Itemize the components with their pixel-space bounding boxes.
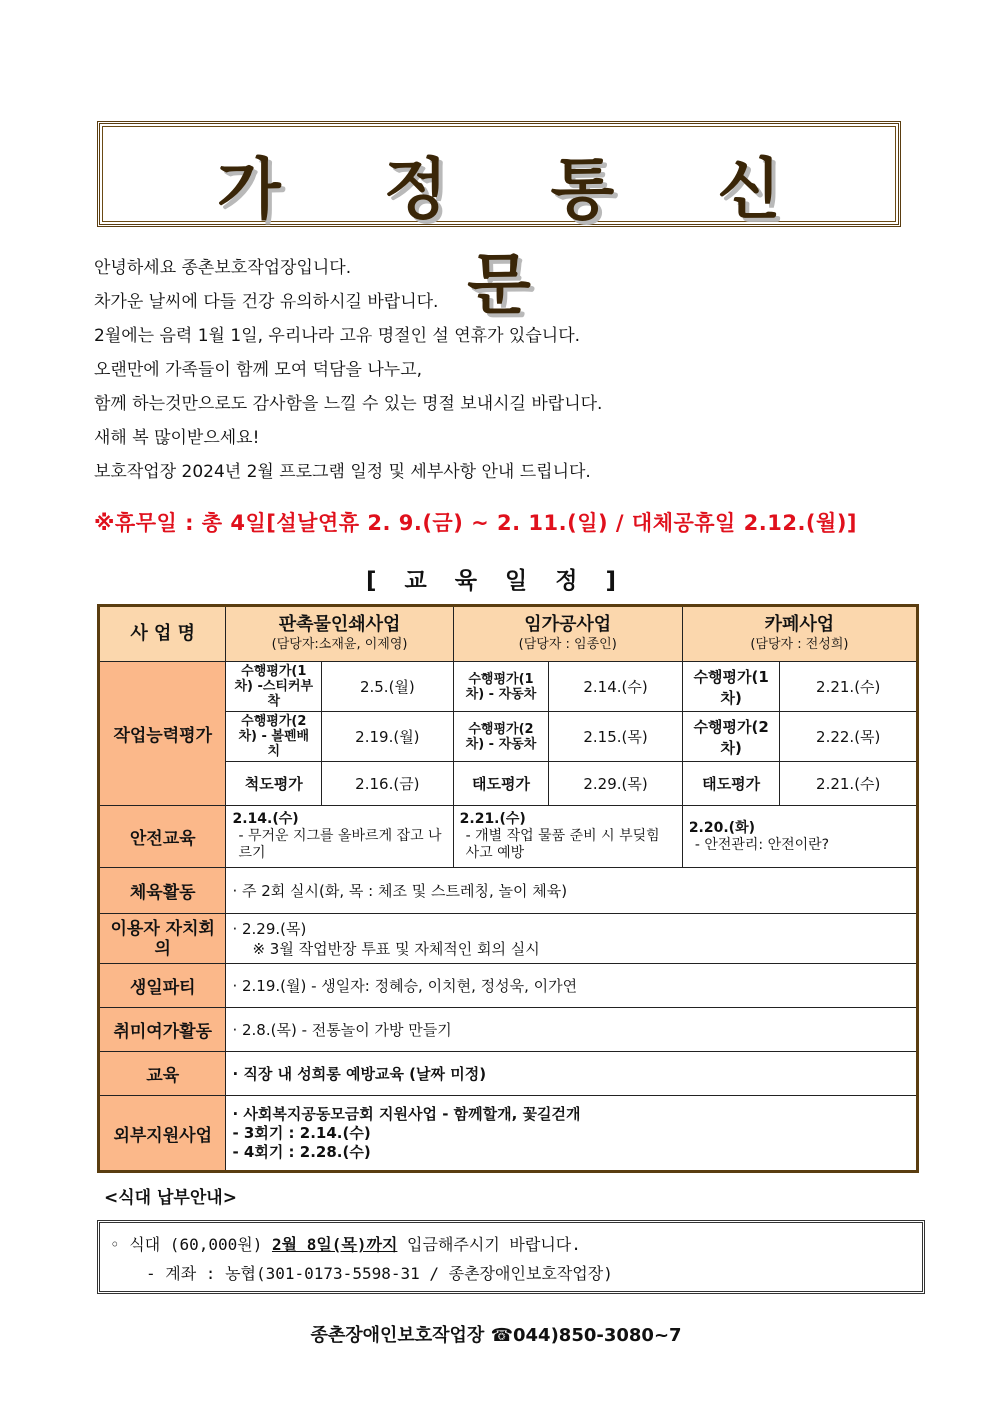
row-label-safety: 안전교육 xyxy=(99,806,226,868)
cell-item: 태도평가 xyxy=(682,762,780,806)
table-row xyxy=(99,662,918,712)
sports-text: · 주 2회 실시(화, 목 : 체조 및 스트레칭, 놀이 체육) xyxy=(226,868,918,914)
intro-line: 안녕하세요 종촌보호작업장입니다. xyxy=(94,258,352,278)
page-title: 가 정 통 신 문 xyxy=(217,151,821,323)
row-label-sports: 체육활동 xyxy=(99,868,226,914)
table-header-row xyxy=(99,606,918,662)
birthday-text: · 2.19.(월) - 생일자: 정혜승, 이치현, 정성욱, 이가연 xyxy=(226,964,918,1008)
row-label-education: 교육 xyxy=(99,1052,226,1096)
cell-date: 2.21.(수) xyxy=(780,762,918,806)
table-row xyxy=(99,964,918,1008)
cell-item: 척도평가 xyxy=(226,762,322,806)
cell-item: 수행평가(2차) xyxy=(682,712,780,762)
cell-item: 태도평가 xyxy=(453,762,549,806)
row-label-hobby: 취미여가활동 xyxy=(99,1008,226,1052)
intro-line: 함께 하는것만으로도 감사함을 느낄 수 있는 명절 보내시길 바랍니다. xyxy=(94,394,603,414)
cell-item: 수행평가(1차) xyxy=(682,662,780,712)
header-business-name: 사 업 명 xyxy=(99,606,226,662)
external-cell: · 사회복지공동모금회 지원사업 - 함께할개, 꽃길걷개 - 3회기 : 2.14.(수) - 4회기 : 2.28.(수) xyxy=(226,1096,918,1172)
cell-date: 2.16.(금) xyxy=(322,762,454,806)
meal-account-line: - 계좌 : 농협(301-0173-5598-31 / 종촌장애인보호작업장) xyxy=(146,1264,613,1283)
cell-date: 2.5.(월) xyxy=(322,662,454,712)
education-text: · 직장 내 성희롱 예방교육 (날짜 미정) xyxy=(226,1052,918,1096)
cell-date: 2.21.(수) xyxy=(780,662,918,712)
header-processing-business: 임가공사업 (담당자 : 임종인) xyxy=(453,606,682,662)
cell-date: 2.19.(월) xyxy=(322,712,454,762)
safety-cell-printing: 2.14.(수) - 무거운 지그를 올바르게 잡고 나르기 xyxy=(226,806,453,868)
intro-text xyxy=(94,256,914,494)
header-printing-business: 판촉물인쇄사업 (담당자:소재윤, 이제영) xyxy=(226,606,453,662)
cell-date: 2.29.(목) xyxy=(549,762,683,806)
cell-item: 수행평가(2차) - 자동차 xyxy=(453,712,549,762)
cell-date: 2.15.(목) xyxy=(549,712,683,762)
safety-cell-cafe: 2.20.(화) - 안전관리: 안전이란? xyxy=(682,806,917,868)
table-row xyxy=(99,1052,918,1096)
intro-line: 차가운 날씨에 다들 건강 유의하시길 바랍니다. xyxy=(94,292,439,312)
row-label-ability: 작업능력평가 xyxy=(99,662,226,806)
safety-cell-processing: 2.21.(수) - 개별 작업 물품 준비 시 부딪힘 사고 예방 xyxy=(453,806,682,868)
hobby-text: · 2.8.(목) - 전통놀이 가방 만들기 xyxy=(226,1008,918,1052)
table-row xyxy=(99,1096,918,1172)
meal-line-1: ◦ 식대 (60,000원) 2월 8일(목)까지 입금해주시기 바랍니다. xyxy=(110,1235,581,1254)
cell-item: 수행평가(1차) -스티커부착 xyxy=(226,662,322,712)
schedule-table xyxy=(97,604,919,1173)
row-label-council: 이용자 자치회의 xyxy=(99,914,226,964)
row-label-birthday: 생일파티 xyxy=(99,964,226,1008)
footer-contact: 종촌장애인보호작업장 ☎044)850-3080~7 xyxy=(310,1325,682,1346)
cell-date: 2.22.(목) xyxy=(780,712,918,762)
meal-payment-box xyxy=(97,1220,925,1294)
intro-line: 2월에는 음력 1월 1일, 우리나라 고유 명절인 설 연휴가 있습니다. xyxy=(94,326,581,346)
intro-line: 보호작업장 2024년 2월 프로그램 일정 및 세부사항 안내 드립니다. xyxy=(94,462,591,482)
table-row xyxy=(99,914,918,964)
table-row xyxy=(99,806,918,868)
cell-item: 수행평가(2차) - 볼펜배치 xyxy=(226,712,322,762)
table-row xyxy=(99,868,918,914)
intro-line: 오랜만에 가족들이 함께 모여 덕담을 나누고, xyxy=(94,360,423,380)
education-schedule-title: [ 교 육 일 정 ] xyxy=(366,568,626,594)
table-row xyxy=(99,1008,918,1052)
holiday-notice: ※휴무일 : 총 4일[설날연휴 2. 9.(금) ~ 2. 11.(일) / 대체공휴일 2.12.(월)] xyxy=(94,511,858,535)
intro-line: 새해 복 많이받으세요! xyxy=(94,428,260,448)
council-cell: · 2.29.(목) ※ 3월 작업반장 투표 및 자체적인 회의 실시 xyxy=(226,914,918,964)
header-cafe-business: 카페사업 (담당자 : 전성희) xyxy=(682,606,917,662)
cell-item: 수행평가(1차) - 자동차 xyxy=(453,662,549,712)
meal-deadline: 2월 8일(목)까지 xyxy=(271,1235,398,1254)
row-label-external: 외부지원사업 xyxy=(99,1096,226,1172)
meal-heading: <식대 납부안내> xyxy=(104,1188,237,1208)
cell-date: 2.14.(수) xyxy=(549,662,683,712)
